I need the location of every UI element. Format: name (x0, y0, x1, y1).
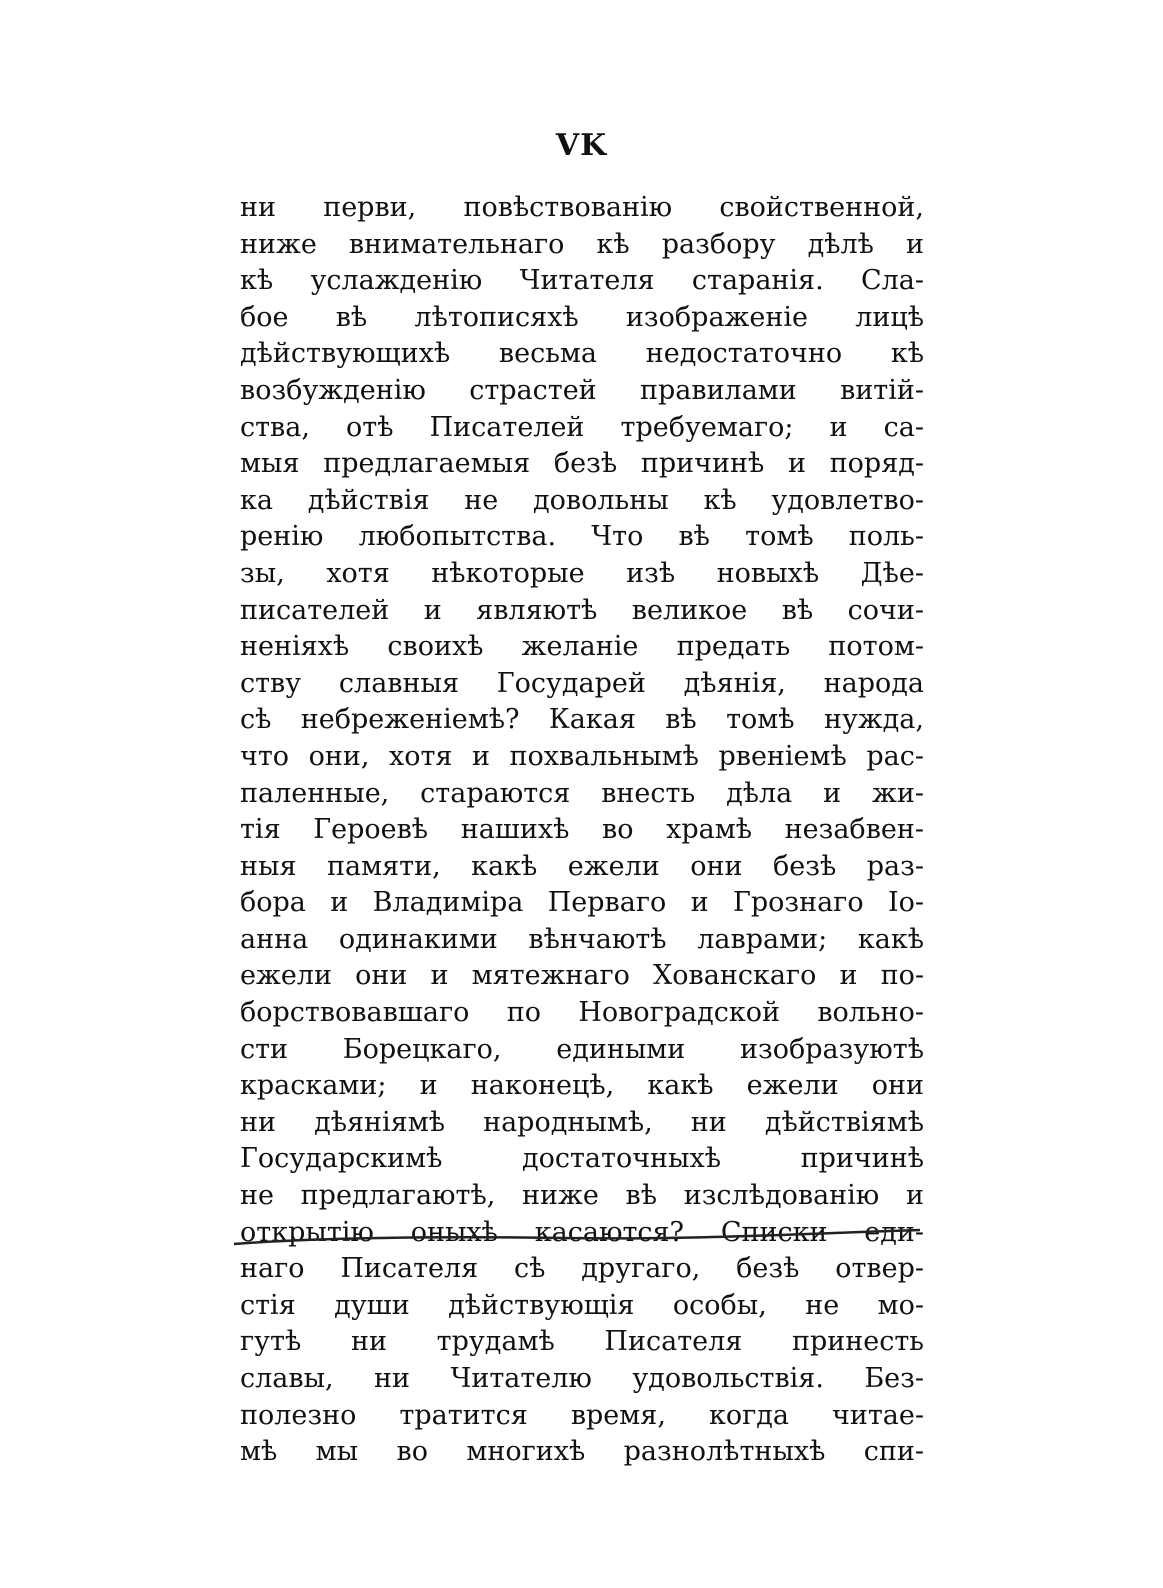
text-line: ни перви, повѣствованію свойственной, (240, 192, 924, 223)
body-text (240, 190, 924, 1471)
text-line: наго Писателя сѣ другаго, безѣ отвер- (240, 1253, 924, 1285)
text-line: кѣ услажденію Читателя старанія. Сла- (240, 265, 924, 297)
text-line: борствовавшаго по Новоградской вольно- (240, 997, 924, 1029)
text-line: полезно тратится время, когда читае- (240, 1399, 924, 1431)
text-line: ству славныя Государей дѣянія, народа (240, 667, 924, 699)
text-line: сти Борецкаго, едиными изобразуютѣ (240, 1033, 924, 1065)
text-line: ства, отѣ Писателей требуемаго; и са- (240, 411, 924, 443)
text-line: возбужденію страстей правилами витій- (240, 374, 924, 406)
text-line: ежели они и мятежнаго Хованскаго и по- (240, 960, 924, 992)
text-line: стія души дѣйствующія особы, не мо- (240, 1289, 924, 1321)
text-line: бора и Владиміра Перваго и Грознаго Іо- (240, 887, 924, 919)
text-line: паленные, стараются внесть дѣла и жи- (240, 777, 924, 809)
text-line: ренію любопытства. Что вѣ томѣ поль- (240, 521, 924, 553)
text-line: Государскимѣ достаточныхѣ причинѣ (240, 1143, 924, 1175)
text-line: зы, хотя нѣкоторые изѣ новыхѣ Дѣе- (240, 557, 924, 589)
text-line: что они, хотя и похвальнымѣ рвеніемѣ рас- (240, 740, 924, 772)
text-line: гутѣ ни трудамѣ Писателя принесть (240, 1326, 924, 1358)
text-line: ниже внимательнаго кѣ разбору дѣлѣ и (240, 228, 924, 260)
text-line: дѣйствующихѣ весьма недостаточно кѣ (240, 338, 924, 370)
text-line: неніяхѣ своихѣ желаніе предать потом- (240, 631, 924, 663)
text-line: красками; и наконецѣ, какѣ ежели они (240, 1070, 924, 1102)
text-line: ка дѣйствія не довольны кѣ удовлетво- (240, 484, 924, 516)
text-line: бое вѣ лѣтописяхѣ изображеніе лицѣ (240, 301, 924, 333)
text-line: не предлагаютѣ, ниже вѣ изслѣдованію и (240, 1180, 924, 1212)
text-line: славы, ни Читателю удовольствія. Без- (240, 1363, 924, 1394)
text-line: мѣ мы во многихѣ разнолѣтныхѣ спи- (240, 1436, 924, 1468)
text-line: ни дѣяніямѣ народнымѣ, ни дѣйствіямѣ (240, 1106, 924, 1138)
text-line: открытію оныхѣ касаются? Списки еди- (240, 1216, 924, 1248)
text-line: сѣ небреженіемѣ? Какая вѣ томѣ нужда, (240, 704, 924, 736)
text-line: анна одинакими вѣнчаютѣ лаврами; какѣ (240, 923, 924, 955)
text-line: мыя предлагаемыя безѣ причинѣ и поряд- (240, 448, 924, 480)
text-line: писателей и являютѣ великое вѣ сочи- (240, 594, 924, 626)
text-line: ныя памяти, какѣ ежели они безѣ раз- (240, 850, 924, 882)
page-number: VK (555, 128, 608, 163)
text-line: тія Героевѣ нашихѣ во храмѣ незабвен- (240, 814, 924, 846)
